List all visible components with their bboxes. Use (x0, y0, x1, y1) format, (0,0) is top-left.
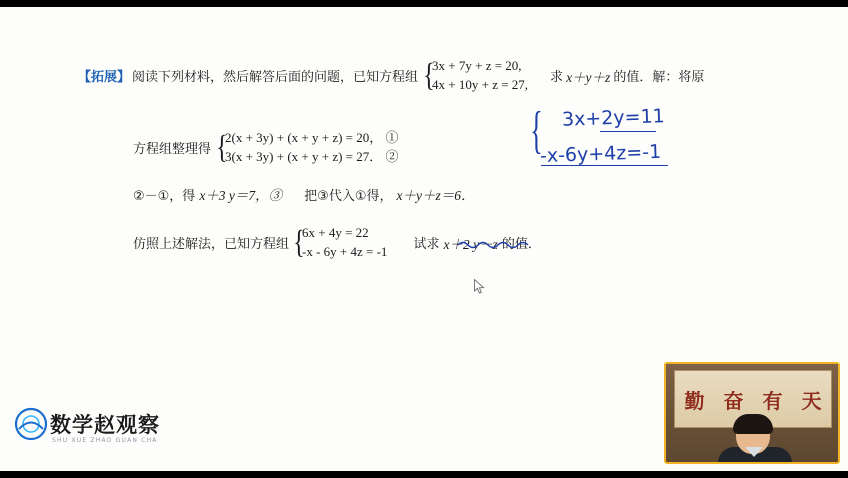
step1-label: 方程组整理得 (133, 142, 212, 158)
calligraphy-char-4: 天 (801, 388, 822, 413)
step3-system-row-2: -x - 6y + 4z = -1 (302, 243, 388, 259)
given-system-row-1: 3x + 7y + z = 20, (432, 58, 522, 73)
channel-logo (14, 405, 190, 457)
step2-line (133, 184, 474, 204)
logo-subtitle: SHU XUE ZHAO GUAN CHA (52, 437, 158, 444)
calligraphy-char-3: 有 (762, 388, 783, 413)
presenter-hair (733, 414, 773, 434)
calligraphy-char-2: 奋 (723, 388, 744, 413)
step1-line (133, 129, 399, 167)
step3-ask: 试求 (413, 237, 440, 253)
step1-system-row-1: 2(x + 3y) + (x + y + z) = 20， ① (225, 130, 399, 145)
handwritten-equation-2: -x-6y+4z=-1 (539, 140, 662, 168)
step3-expr: x＋2 y－z (443, 236, 498, 252)
presenter-figure (718, 414, 792, 464)
problem-tag: 【拓展】 (78, 70, 131, 86)
mouse-cursor-icon (474, 279, 486, 295)
step2-text-a: ②－①，得 (133, 188, 196, 204)
logo-mark-icon (14, 407, 48, 441)
webcam-pip[interactable] (664, 362, 840, 464)
pen-stroke-1 (600, 131, 656, 132)
step2-expr-b: x＋y＋z＝6． (396, 188, 475, 203)
step3-tail: 的值． (501, 237, 541, 253)
intro-tail-expr: x＋y＋z (566, 69, 611, 85)
handwritten-brace-icon: { (530, 102, 543, 159)
step1-system-row-2: 3(x + 3y) + (x + y + z) = 27． ② (225, 148, 399, 164)
step3-system (291, 224, 387, 262)
step2-expr-a: x＋3 y＝7，③ (199, 188, 283, 203)
given-system-row-2: 4x + 10y + z = 27, (432, 76, 529, 92)
logo-title: 数学赵观察 (50, 413, 160, 437)
problem-intro-line (78, 57, 704, 95)
intro-tail-1: 求 (550, 70, 564, 86)
whiteboard-canvas[interactable] (0, 7, 848, 471)
left-brace-icon: { (216, 129, 228, 166)
given-system (421, 57, 528, 95)
step2-text-b: 把③代入①得， (304, 188, 393, 204)
pen-squiggle-underline (457, 239, 533, 249)
handwritten-equation-1: 3x+2y=11 (561, 105, 666, 131)
pen-stroke-2 (541, 165, 668, 166)
problem-intro-text: 阅读下列材料，然后解答后面的问题，已知方程组 (132, 70, 419, 86)
step1-system (214, 129, 399, 167)
step3-label: 仿照上述解法，已知方程组 (133, 237, 290, 253)
calligraphy-char-1: 勤 (684, 388, 705, 413)
step3-system-row-1: 6x + 4y = 22 (302, 225, 369, 240)
left-brace-icon: { (293, 224, 305, 261)
intro-tail-2: 的值．解：将原 (613, 70, 705, 86)
left-brace-icon: { (423, 57, 435, 94)
